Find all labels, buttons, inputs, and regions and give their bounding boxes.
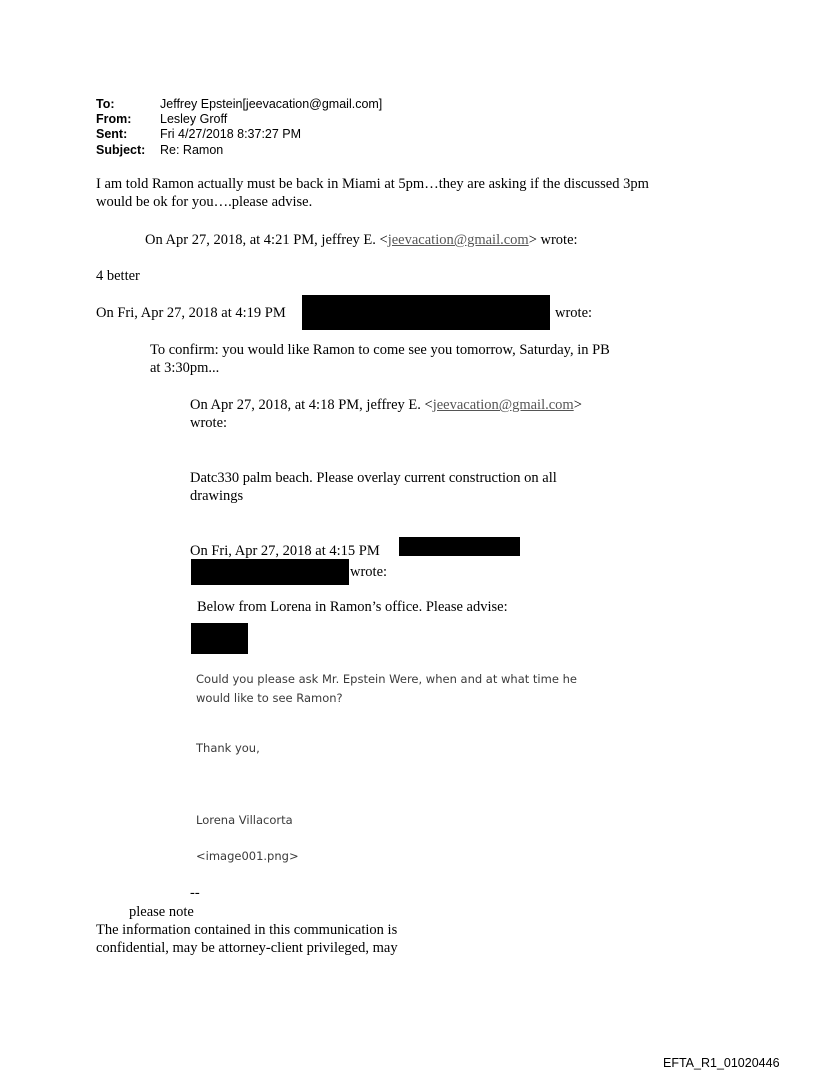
confidentiality-line-2: confidential, may be attorney-client privileged, may bbox=[96, 940, 398, 956]
subject-label: Subject: bbox=[96, 143, 146, 157]
confidentiality-line-1: The information contained in this communication is bbox=[96, 922, 398, 938]
to-value: Jeffrey Epstein[jeevacation@gmail.com] bbox=[160, 97, 383, 111]
reply1-prefix: On Apr 27, 2018, at 4:21 PM, jeffrey E. < bbox=[145, 232, 388, 248]
reply2-body bbox=[150, 341, 710, 377]
subject-value: Re: Ramon bbox=[160, 143, 224, 157]
sent-value: Fri 4/27/2018 8:37:27 PM bbox=[160, 127, 302, 141]
forwarded-thanks: Thank you, bbox=[196, 741, 260, 755]
reply3-wrote: wrote: bbox=[190, 415, 228, 431]
signature-separator: -- bbox=[190, 885, 200, 901]
attachment-reference: <image001.png> bbox=[196, 849, 299, 863]
message-body bbox=[96, 175, 736, 211]
message-line-1: I am told Ramon actually must be back in Miami at 5pm…they are asking if the discussed 3pm bbox=[96, 176, 649, 192]
reply1-email-link[interactable]: jeevacation@gmail.com bbox=[387, 232, 529, 248]
reply1-attribution bbox=[145, 231, 578, 249]
footer-note: please note bbox=[129, 904, 194, 920]
forwarded-signature: Lorena Villacorta bbox=[196, 813, 293, 827]
forwarded-line-2: would like to see Ramon? bbox=[196, 691, 343, 705]
reply3-suffix: > bbox=[573, 397, 582, 413]
reply4-body: Below from Lorena in Ramon’s office. Please advise: bbox=[197, 599, 508, 615]
message-line-2: would be ok for you….please advise. bbox=[96, 194, 313, 210]
from-value: Lesley Groff bbox=[160, 112, 228, 126]
document-id: EFTA_R1_01020446 bbox=[663, 1056, 780, 1070]
reply3-body-line-1: Datc330 palm beach. Please overlay current construction on all bbox=[190, 470, 557, 486]
reply1-suffix: > wrote: bbox=[528, 232, 578, 248]
redaction-box bbox=[191, 559, 349, 585]
to-label: To: bbox=[96, 97, 115, 111]
forwarded-line-1: Could you please ask Mr. Epstein Were, when and at what time he bbox=[196, 672, 577, 686]
reply1-body: 4 better bbox=[96, 268, 140, 284]
reply2-body-line-2: at 3:30pm... bbox=[150, 360, 220, 376]
reply3-attribution bbox=[190, 396, 582, 414]
reply3-email-link[interactable]: jeevacation@gmail.com bbox=[432, 397, 574, 413]
reply3-body-line-2: drawings bbox=[190, 488, 244, 504]
sent-label: Sent: bbox=[96, 127, 128, 141]
confidentiality-notice bbox=[96, 921, 596, 957]
reply2-prefix: On Fri, Apr 27, 2018 at 4:19 PM bbox=[96, 305, 286, 321]
reply2-body-line-1: To confirm: you would like Ramon to come see you tomorrow, Saturday, in PB bbox=[150, 342, 610, 358]
reply2-wrote: wrote: bbox=[555, 305, 593, 321]
reply4-prefix: On Fri, Apr 27, 2018 at 4:15 PM bbox=[190, 543, 380, 559]
reply3-prefix: On Apr 27, 2018, at 4:18 PM, jeffrey E. < bbox=[190, 397, 433, 413]
redaction-box bbox=[399, 537, 520, 556]
forwarded-message bbox=[196, 670, 577, 708]
reply3-body bbox=[190, 469, 690, 505]
from-label: From: bbox=[96, 112, 132, 126]
redaction-box bbox=[302, 295, 550, 330]
reply4-wrote: wrote: bbox=[350, 564, 388, 580]
redaction-box bbox=[191, 623, 248, 654]
